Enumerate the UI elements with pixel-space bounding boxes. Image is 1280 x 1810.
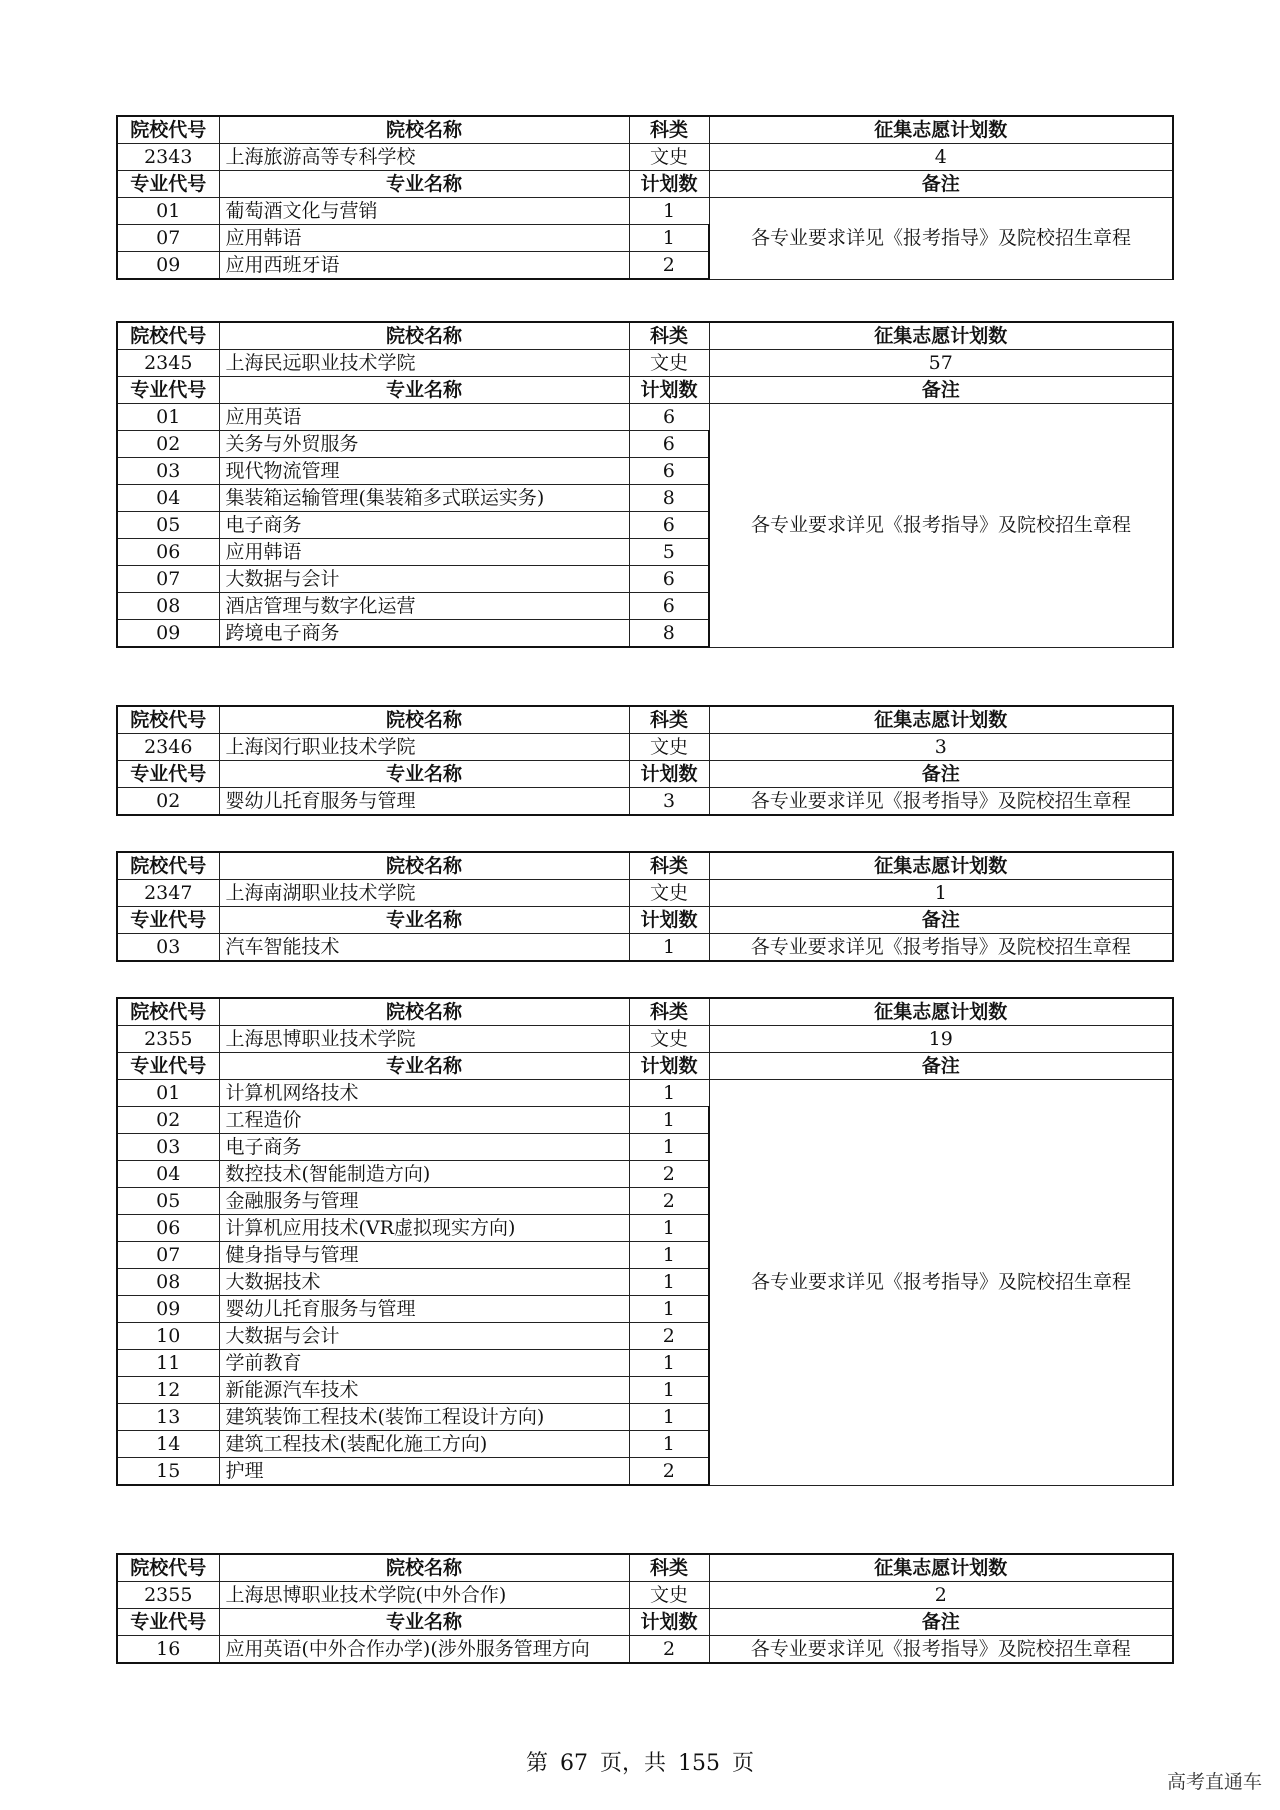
- major-code: 04: [117, 1161, 219, 1188]
- header-plan-total: 征集志愿计划数: [709, 1554, 1173, 1582]
- school-table: [116, 1553, 1174, 1664]
- header-school-name: 院校名称: [219, 852, 629, 880]
- plan-count: 1: [629, 1107, 709, 1134]
- major-code: 08: [117, 1269, 219, 1296]
- plan-count: 1: [629, 934, 709, 962]
- major-code: 09: [117, 252, 219, 280]
- header-plan-total: 征集志愿计划数: [709, 998, 1173, 1026]
- header-school-name: 院校名称: [219, 998, 629, 1026]
- plan-count: 6: [629, 512, 709, 539]
- major-header-row: [117, 761, 1173, 788]
- plan-count: 6: [629, 458, 709, 485]
- major-name: 应用英语(中外合作办学)(涉外服务管理方向: [219, 1636, 629, 1664]
- header-subject-type: 科类: [629, 322, 709, 350]
- major-header-row: [117, 171, 1173, 198]
- plan-total: 1: [709, 880, 1173, 907]
- major-name: 婴幼儿托育服务与管理: [219, 788, 629, 816]
- plan-count: 1: [629, 1269, 709, 1296]
- plan-count: 2: [629, 1636, 709, 1664]
- remark: 各专业要求详见《报考指导》及院校招生章程: [709, 404, 1173, 648]
- remark: 各专业要求详见《报考指导》及院校招生章程: [709, 788, 1173, 816]
- plan-count: 5: [629, 539, 709, 566]
- header-school-name: 院校名称: [219, 1554, 629, 1582]
- major-name: 应用英语: [219, 404, 629, 431]
- major-code: 02: [117, 1107, 219, 1134]
- plan-total: 19: [709, 1026, 1173, 1053]
- footer-prefix: 第: [525, 1751, 548, 1776]
- school-info-row: [117, 1026, 1173, 1053]
- header-subject-type: 科类: [629, 852, 709, 880]
- header-major-name: 专业名称: [219, 907, 629, 934]
- major-header-row: [117, 377, 1173, 404]
- header-school-name: 院校名称: [219, 116, 629, 144]
- plan-count: 1: [629, 198, 709, 225]
- header-remark: 备注: [709, 1053, 1173, 1080]
- school-table: [116, 851, 1174, 962]
- school-name: 上海思博职业技术学院: [219, 1026, 629, 1053]
- major-code: 08: [117, 593, 219, 620]
- school-info-row: [117, 880, 1173, 907]
- remark: 各专业要求详见《报考指导》及院校招生章程: [709, 1080, 1173, 1486]
- header-remark: 备注: [709, 377, 1173, 404]
- subject-type: 文史: [629, 880, 709, 907]
- major-name: 电子商务: [219, 512, 629, 539]
- major-name: 计算机网络技术: [219, 1080, 629, 1107]
- plan-count: 1: [629, 1296, 709, 1323]
- plan-count: 1: [629, 1215, 709, 1242]
- table-row: [117, 1080, 1173, 1107]
- table-row: [117, 198, 1173, 225]
- major-code: 03: [117, 458, 219, 485]
- header-plan-total: 征集志愿计划数: [709, 116, 1173, 144]
- school-header-row: [117, 116, 1173, 144]
- header-school-code: 院校代号: [117, 116, 219, 144]
- plan-count: 2: [629, 252, 709, 280]
- major-name: 汽车智能技术: [219, 934, 629, 962]
- major-name: 关务与外贸服务: [219, 431, 629, 458]
- major-name: 新能源汽车技术: [219, 1377, 629, 1404]
- major-code: 06: [117, 539, 219, 566]
- major-code: 06: [117, 1215, 219, 1242]
- plan-count: 8: [629, 485, 709, 512]
- school-table: [116, 321, 1174, 648]
- plan-count: 2: [629, 1161, 709, 1188]
- header-major-code: 专业代号: [117, 907, 219, 934]
- school-info-row: [117, 144, 1173, 171]
- header-plan-count: 计划数: [629, 171, 709, 198]
- major-name: 建筑装饰工程技术(装饰工程设计方向): [219, 1404, 629, 1431]
- school-info-row: [117, 1582, 1173, 1609]
- major-name: 大数据技术: [219, 1269, 629, 1296]
- major-code: 05: [117, 1188, 219, 1215]
- major-code: 05: [117, 512, 219, 539]
- header-plan-count: 计划数: [629, 377, 709, 404]
- subject-type: 文史: [629, 144, 709, 171]
- major-name: 护理: [219, 1458, 629, 1486]
- school-name: 上海闵行职业技术学院: [219, 734, 629, 761]
- plan-count: 1: [629, 1350, 709, 1377]
- school-header-row: [117, 322, 1173, 350]
- header-major-code: 专业代号: [117, 377, 219, 404]
- header-major-code: 专业代号: [117, 171, 219, 198]
- plan-count: 8: [629, 620, 709, 648]
- major-code: 16: [117, 1636, 219, 1664]
- header-subject-type: 科类: [629, 706, 709, 734]
- header-school-code: 院校代号: [117, 852, 219, 880]
- plan-total: 3: [709, 734, 1173, 761]
- header-subject-type: 科类: [629, 998, 709, 1026]
- major-code: 14: [117, 1431, 219, 1458]
- school-code: 2347: [117, 880, 219, 907]
- school-info-row: [117, 734, 1173, 761]
- plan-count: 1: [629, 1242, 709, 1269]
- table-row: [117, 788, 1173, 816]
- subject-type: 文史: [629, 350, 709, 377]
- major-code: 02: [117, 788, 219, 816]
- header-plan-total: 征集志愿计划数: [709, 322, 1173, 350]
- remark: 各专业要求详见《报考指导》及院校招生章程: [709, 198, 1173, 280]
- header-school-name: 院校名称: [219, 706, 629, 734]
- major-name: 应用西班牙语: [219, 252, 629, 280]
- plan-total: 57: [709, 350, 1173, 377]
- header-subject-type: 科类: [629, 116, 709, 144]
- subject-type: 文史: [629, 734, 709, 761]
- header-major-code: 专业代号: [117, 1609, 219, 1636]
- major-code: 01: [117, 198, 219, 225]
- header-major-name: 专业名称: [219, 171, 629, 198]
- school-table: [116, 115, 1174, 280]
- table-row: [117, 1636, 1173, 1664]
- plan-count: 2: [629, 1188, 709, 1215]
- header-plan-total: 征集志愿计划数: [709, 852, 1173, 880]
- footer-page-number: 67: [559, 1751, 588, 1776]
- school-code: 2355: [117, 1582, 219, 1609]
- major-name: 跨境电子商务: [219, 620, 629, 648]
- footer-total-pages: 155: [678, 1751, 720, 1776]
- major-code: 02: [117, 431, 219, 458]
- major-header-row: [117, 1609, 1173, 1636]
- major-name: 健身指导与管理: [219, 1242, 629, 1269]
- header-plan-count: 计划数: [629, 1053, 709, 1080]
- header-school-code: 院校代号: [117, 706, 219, 734]
- school-name: 上海思博职业技术学院(中外合作): [219, 1582, 629, 1609]
- school-name: 上海旅游高等专科学校: [219, 144, 629, 171]
- school-header-row: [117, 706, 1173, 734]
- major-name: 工程造价: [219, 1107, 629, 1134]
- major-code: 12: [117, 1377, 219, 1404]
- school-header-row: [117, 998, 1173, 1026]
- major-code: 09: [117, 1296, 219, 1323]
- major-header-row: [117, 907, 1173, 934]
- header-school-code: 院校代号: [117, 998, 219, 1026]
- plan-total: 4: [709, 144, 1173, 171]
- major-code: 09: [117, 620, 219, 648]
- major-name: 大数据与会计: [219, 1323, 629, 1350]
- header-major-name: 专业名称: [219, 1053, 629, 1080]
- page-footer: [0, 1746, 1280, 1777]
- watermark-text: 高考直通车: [1166, 1771, 1262, 1793]
- plan-count: 1: [629, 1404, 709, 1431]
- header-plan-count: 计划数: [629, 907, 709, 934]
- major-name: 金融服务与管理: [219, 1188, 629, 1215]
- school-table: [116, 705, 1174, 816]
- major-code: 01: [117, 404, 219, 431]
- plan-count: 6: [629, 593, 709, 620]
- plan-count: 6: [629, 431, 709, 458]
- major-name: 学前教育: [219, 1350, 629, 1377]
- school-code: 2345: [117, 350, 219, 377]
- major-code: 04: [117, 485, 219, 512]
- plan-count: 1: [629, 1377, 709, 1404]
- subject-type: 文史: [629, 1582, 709, 1609]
- plan-count: 3: [629, 788, 709, 816]
- header-major-name: 专业名称: [219, 761, 629, 788]
- footer-suffix: 页: [732, 1751, 755, 1776]
- school-code: 2346: [117, 734, 219, 761]
- header-remark: 备注: [709, 907, 1173, 934]
- major-name: 数控技术(智能制造方向): [219, 1161, 629, 1188]
- major-code: 01: [117, 1080, 219, 1107]
- header-plan-count: 计划数: [629, 761, 709, 788]
- school-header-row: [117, 1554, 1173, 1582]
- header-major-code: 专业代号: [117, 761, 219, 788]
- major-name: 大数据与会计: [219, 566, 629, 593]
- school-code: 2355: [117, 1026, 219, 1053]
- major-code: 03: [117, 1134, 219, 1161]
- major-name: 计算机应用技术(VR虚拟现实方向): [219, 1215, 629, 1242]
- header-school-code: 院校代号: [117, 1554, 219, 1582]
- plan-count: 2: [629, 1458, 709, 1486]
- header-school-code: 院校代号: [117, 322, 219, 350]
- header-remark: 备注: [709, 761, 1173, 788]
- major-name: 现代物流管理: [219, 458, 629, 485]
- remark: 各专业要求详见《报考指导》及院校招生章程: [709, 1636, 1173, 1664]
- header-subject-type: 科类: [629, 1554, 709, 1582]
- major-name: 婴幼儿托育服务与管理: [219, 1296, 629, 1323]
- major-name: 葡萄酒文化与营销: [219, 198, 629, 225]
- footer-mid: 页，共: [599, 1751, 666, 1776]
- table-row: [117, 404, 1173, 431]
- major-code: 07: [117, 225, 219, 252]
- school-header-row: [117, 852, 1173, 880]
- school-name: 上海南湖职业技术学院: [219, 880, 629, 907]
- major-name: 应用韩语: [219, 539, 629, 566]
- plan-count: 6: [629, 566, 709, 593]
- plan-count: 1: [629, 1431, 709, 1458]
- major-code: 07: [117, 1242, 219, 1269]
- header-major-name: 专业名称: [219, 377, 629, 404]
- plan-count: 2: [629, 1323, 709, 1350]
- major-name: 电子商务: [219, 1134, 629, 1161]
- school-name: 上海民远职业技术学院: [219, 350, 629, 377]
- major-code: 11: [117, 1350, 219, 1377]
- major-name: 建筑工程技术(装配化施工方向): [219, 1431, 629, 1458]
- major-code: 13: [117, 1404, 219, 1431]
- plan-total: 2: [709, 1582, 1173, 1609]
- header-plan-count: 计划数: [629, 1609, 709, 1636]
- header-remark: 备注: [709, 1609, 1173, 1636]
- header-plan-total: 征集志愿计划数: [709, 706, 1173, 734]
- major-code: 07: [117, 566, 219, 593]
- major-name: 应用韩语: [219, 225, 629, 252]
- major-code: 15: [117, 1458, 219, 1486]
- header-remark: 备注: [709, 171, 1173, 198]
- header-major-name: 专业名称: [219, 1609, 629, 1636]
- major-code: 03: [117, 934, 219, 962]
- header-school-name: 院校名称: [219, 322, 629, 350]
- school-code: 2343: [117, 144, 219, 171]
- plan-count: 1: [629, 1134, 709, 1161]
- subject-type: 文史: [629, 1026, 709, 1053]
- plan-count: 1: [629, 1080, 709, 1107]
- major-code: 10: [117, 1323, 219, 1350]
- major-name: 集装箱运输管理(集装箱多式联运实务): [219, 485, 629, 512]
- major-header-row: [117, 1053, 1173, 1080]
- remark: 各专业要求详见《报考指导》及院校招生章程: [709, 934, 1173, 962]
- major-name: 酒店管理与数字化运营: [219, 593, 629, 620]
- header-major-code: 专业代号: [117, 1053, 219, 1080]
- table-row: [117, 934, 1173, 962]
- school-info-row: [117, 350, 1173, 377]
- school-table: [116, 997, 1174, 1486]
- plan-count: 6: [629, 404, 709, 431]
- plan-count: 1: [629, 225, 709, 252]
